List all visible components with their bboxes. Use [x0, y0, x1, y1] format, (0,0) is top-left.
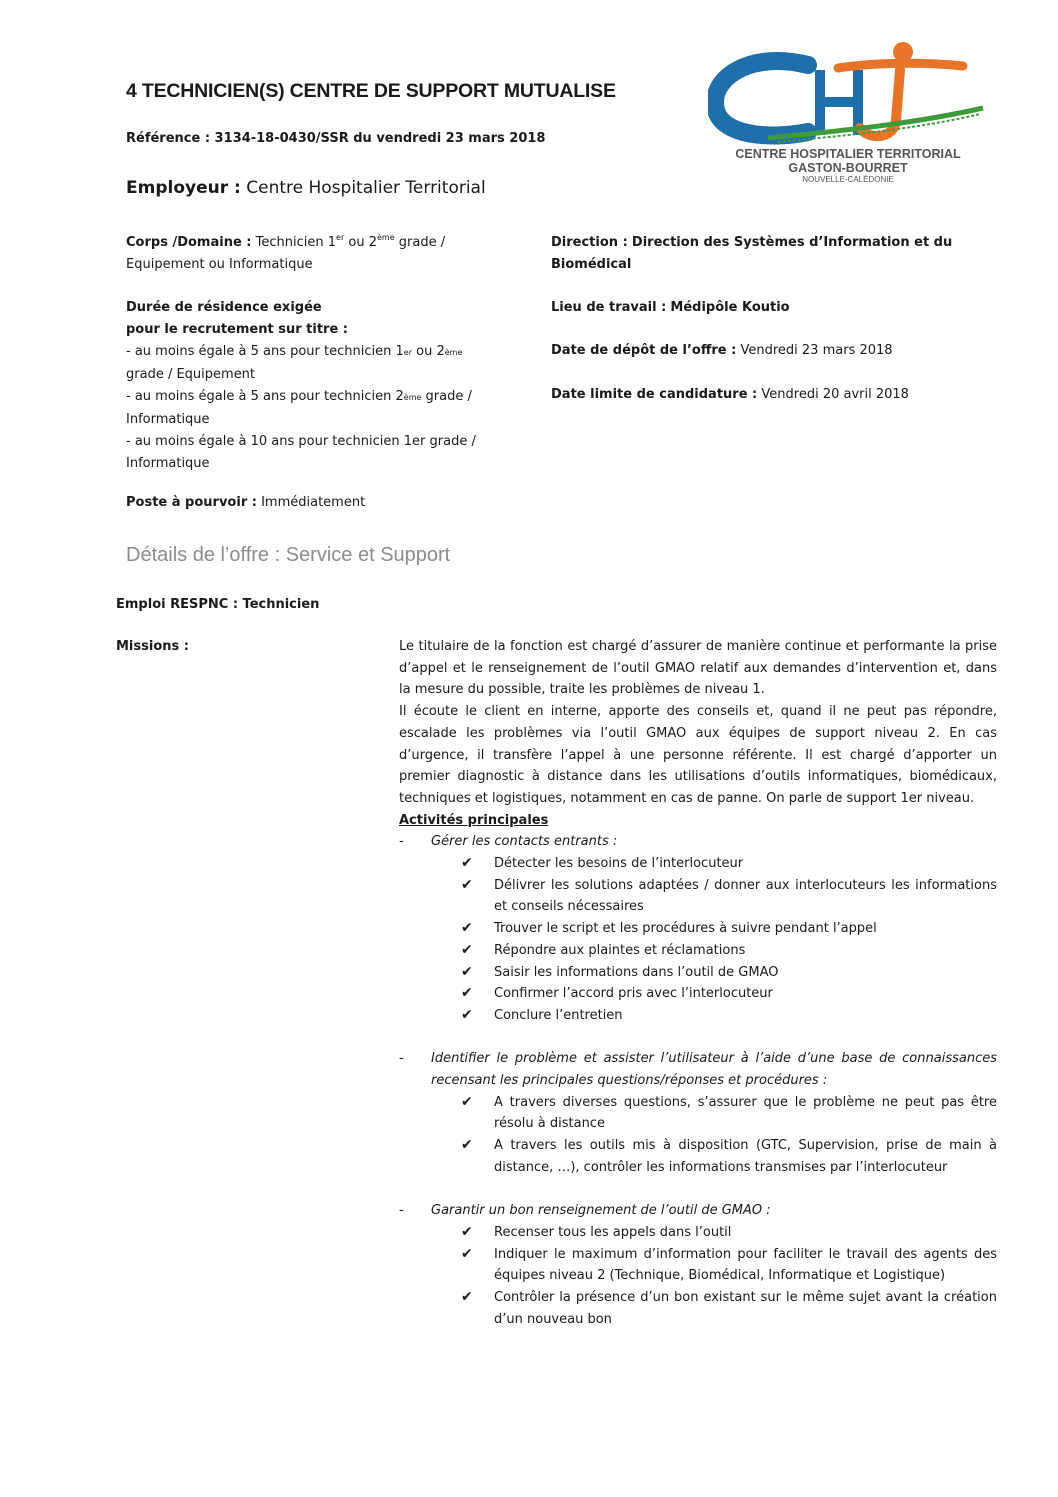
list-item — [399, 875, 997, 918]
lieu-label: Lieu de travail : — [551, 300, 667, 315]
employer-line — [126, 178, 486, 198]
activity-group-1 — [399, 831, 997, 853]
logo-graphic — [708, 40, 988, 150]
dash-bullet: - — [399, 1051, 404, 1067]
cht-logo — [708, 40, 988, 185]
depot-value: Vendredi 23 mars 2018 — [740, 343, 893, 358]
list-item — [399, 1287, 997, 1330]
lieu-de-travail — [551, 297, 971, 319]
dash-bullet: - — [399, 1203, 404, 1219]
duree-line-5: - au moins égale à 10 ans pour technicien 1er grade / — [126, 434, 476, 449]
dash-bullet: - — [399, 834, 404, 850]
corps-value-c: grade / — [398, 235, 446, 250]
activity-group-1-heading: Gérer les contacts entrants : — [431, 834, 618, 850]
list-item — [399, 940, 997, 962]
logo-line-1: CENTRE HOSPITALIER TERRITORIAL — [735, 147, 961, 161]
duree-label-2: pour le recrutement sur titre : — [126, 322, 348, 337]
employer-value: Centre Hospitalier Territorial — [246, 178, 486, 198]
list-item — [399, 983, 997, 1005]
list-item-text: Confirmer l’accord pris avec l’interlocuteur — [494, 986, 773, 1002]
list-item-text: A travers les outils mis à disposition (GTC, Supervision, prise de main à distance, …), contrôler les informations transmises par l’interlocuteur — [494, 1138, 997, 1175]
missions-content — [399, 636, 997, 1330]
list-item — [399, 853, 997, 875]
limite-label: Date limite de candidature : — [551, 387, 758, 402]
emploi-text: Emploi RESPNC : Technicien — [116, 597, 320, 612]
duree-line-1b: ou 2 — [416, 344, 445, 359]
reference-line: Référence : 3134-18-0430/SSR du vendredi 23 mars 2018 — [126, 131, 546, 146]
emploi-line — [116, 594, 319, 616]
missions-label — [116, 636, 189, 658]
list-item-text: A travers diverses questions, s’assurer que le problème ne peut pas être résolu à distance — [494, 1094, 997, 1132]
lieu-value: Médipôle Koutio — [670, 300, 790, 315]
depot-label: Date de dépôt de l’offre : — [551, 343, 737, 358]
duree-line-1a: - au moins égale à 5 ans pour technicien 1 — [126, 344, 404, 359]
list-item-text: Contrôler la présence d’un bon existant sur le même sujet avant la création d’un nouveau bon — [494, 1290, 997, 1327]
check-icon: ✔ — [461, 1093, 473, 1110]
activity-group-3 — [399, 1200, 997, 1222]
activity-group-2-heading: Identifier le problème et assister l’utilisateur à l’aide d’une base de connaissances recensant les principales questions/réponses et procédures : — [431, 1051, 997, 1089]
list-item — [399, 918, 997, 940]
activity-group-2-list — [399, 1092, 997, 1179]
list-item-text: Conclure l’entretien — [494, 1007, 623, 1023]
limite-value: Vendredi 20 avril 2018 — [761, 387, 909, 402]
activity-group-1-list — [399, 853, 997, 1027]
corps-domaine — [126, 232, 526, 276]
check-icon: ✔ — [461, 1137, 473, 1154]
corps-value-d: Equipement ou Informatique — [126, 257, 313, 272]
list-item-text: Délivrer les solutions adaptées / donner aux interlocuteurs les informations et conseils nécessaires — [494, 877, 997, 915]
duree-line-2: grade / Equipement — [126, 367, 256, 382]
list-item — [399, 1135, 997, 1178]
details-title: Détails de l’offre : Service et Support — [126, 544, 451, 566]
corps-value-a: Technicien 1 — [255, 235, 337, 250]
corps-sup-2: ème — [376, 233, 395, 242]
duree-line-1-sub1: er — [403, 348, 412, 357]
duree-line-3-sub: ème — [403, 393, 422, 402]
direction — [551, 232, 971, 276]
logo-line-2: GASTON-BOURRET — [788, 161, 908, 175]
mission-para-2: Il écoute le client en interne, apporte des conseils et, quand il ne peut pas répondre, escalade les problèmes via l’outil GMAO aux équipes de support niveau 2. En cas d’urgence, il transfère l’appel à une personne référente. Il est chargé d’apporter un premier diagnostic à distance dans les utilisations d’outils informatiques, biomédicaux, techniques et logistiques, notamment en cas de panne. On parle de support 1er niveau. — [399, 704, 997, 806]
duree-line-3b: grade / — [425, 389, 472, 404]
list-item-text: Répondre aux plaintes et réclamations — [494, 942, 746, 958]
list-item-text: Recenser tous les appels dans l’outil — [494, 1224, 732, 1240]
check-icon: ✔ — [461, 941, 473, 958]
direction-label: Direction : — [551, 235, 628, 250]
duree-line-3a: - au moins égale à 5 ans pour technicien 2 — [126, 389, 404, 404]
activity-group-3-list — [399, 1222, 997, 1331]
duree-line-6: Informatique — [126, 456, 210, 471]
check-icon: ✔ — [461, 1245, 473, 1262]
mission-para-1: Le titulaire de la fonction est chargé d’assurer de manière continue et performante la prise d’appel et le renseignement de l’outil GMAO relatif aux demandes d’intervention et, dans la mesure du possible, traite les problèmes de niveau 1. — [399, 639, 997, 698]
poste-a-pourvoir — [126, 492, 526, 514]
missions-label-text: Missions : — [116, 639, 189, 654]
list-item-text: Saisir les informations dans l’outil de GMAO — [494, 964, 779, 980]
direction-value-2: Biomédical — [551, 257, 632, 272]
list-item — [399, 1222, 997, 1244]
list-item-text: Indiquer le maximum d’information pour faciliter le travail des agents des équipes niveau 2 (Technique, Biomédical, Informatique et Logistique) — [494, 1246, 997, 1284]
list-item — [399, 962, 997, 984]
poste-label: Poste à pourvoir : — [126, 495, 257, 510]
corps-sup-1: er — [336, 233, 345, 242]
check-icon: ✔ — [461, 1289, 473, 1306]
activity-group-2 — [399, 1048, 997, 1091]
list-item — [399, 1005, 997, 1027]
duree-line-4: Informatique — [126, 412, 210, 427]
date-depot — [551, 340, 971, 362]
activity-group-3-heading: Garantir un bon renseignement de l’outil de GMAO : — [431, 1203, 771, 1219]
duree-residence — [126, 297, 526, 475]
logo-line-3: NOUVELLE-CALÉDONIE — [802, 175, 894, 184]
check-icon: ✔ — [461, 1223, 473, 1240]
page-title: 4 TECHNICIEN(S) CENTRE DE SUPPORT MUTUALISE — [126, 80, 616, 102]
employer-label: Employeur : — [126, 178, 241, 198]
check-icon: ✔ — [461, 963, 473, 980]
date-limite — [551, 384, 971, 406]
poste-value: Immédiatement — [261, 495, 366, 510]
list-item — [399, 1244, 997, 1287]
duree-line-1-sub2: ème — [444, 348, 463, 357]
activities-title: Activités principales — [399, 812, 549, 828]
list-item-text: Détecter les besoins de l’interlocuteur — [494, 856, 744, 872]
corps-label: Corps /Domaine : — [126, 235, 252, 250]
list-item — [399, 1092, 997, 1135]
duree-label-1: Durée de résidence exigée — [126, 300, 322, 315]
direction-value-1: Direction des Systèmes d’Information et du — [631, 235, 953, 250]
check-icon: ✔ — [461, 920, 473, 937]
check-icon: ✔ — [461, 855, 473, 872]
check-icon: ✔ — [461, 1006, 473, 1023]
list-item-text: Trouver le script et les procédures à suivre pendant l’appel — [494, 921, 877, 937]
check-icon: ✔ — [461, 985, 473, 1002]
corps-value-b: ou 2 — [348, 235, 377, 250]
check-icon: ✔ — [461, 876, 473, 893]
